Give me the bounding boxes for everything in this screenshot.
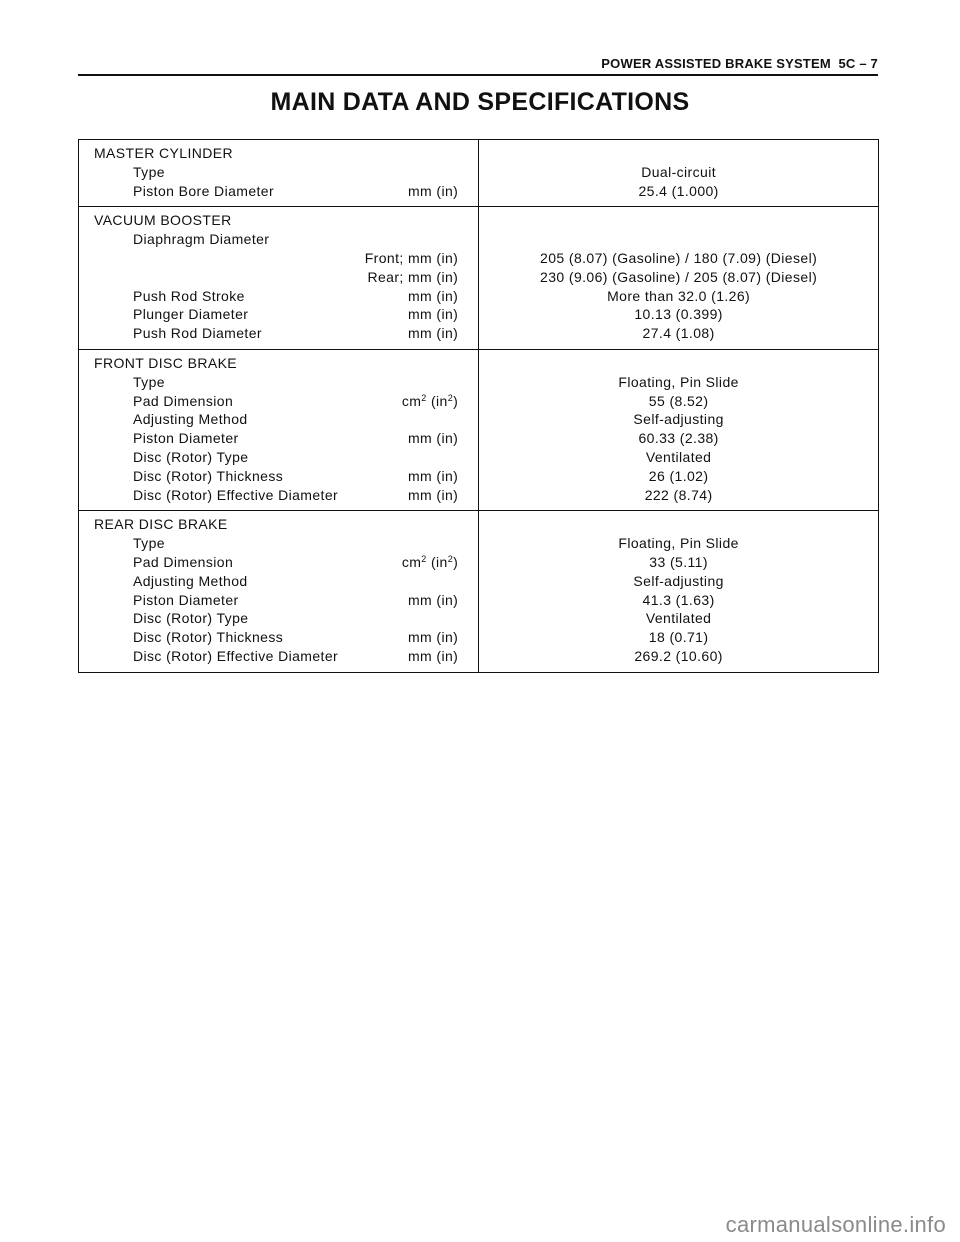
page-title: MAIN DATA AND SPECIFICATIONS (270, 88, 690, 116)
spec-label: Piston Bore Diameter (133, 182, 275, 199)
spec-label: Disc (Rotor) Thickness (133, 467, 284, 484)
spec-label: Type (133, 535, 165, 552)
spec-row (79, 182, 478, 201)
section-heading: REAR DISC BRAKE (94, 516, 228, 533)
spec-unit: mm (in) (407, 306, 459, 323)
spec-row (79, 647, 478, 666)
spec-unit: mm (in) (407, 467, 459, 484)
spec-label: Piston Diameter (133, 591, 239, 608)
spec-value: 222 (8.74) (644, 486, 713, 503)
spec-labels-cell (79, 140, 479, 207)
spec-label: Push Rod Stroke (133, 287, 245, 304)
spec-row (79, 591, 478, 610)
watermark (0, 1212, 960, 1238)
spec-row (79, 373, 478, 392)
spec-value (479, 230, 878, 249)
spec-row (79, 553, 478, 572)
spec-row (79, 163, 478, 182)
running-header (78, 56, 878, 71)
spec-label: Plunger Diameter (133, 306, 249, 323)
spec-row (79, 410, 478, 429)
value-spacer (479, 144, 878, 163)
section-heading: VACUUM BOOSTER (94, 212, 232, 229)
spec-label: Adjusting Method (133, 572, 248, 589)
spec-row (79, 268, 478, 287)
spec-row (79, 324, 478, 343)
spec-row (79, 467, 478, 486)
spec-labels-cell (79, 207, 479, 350)
spec-value: 41.3 (1.63) (642, 591, 715, 608)
spec-value: Ventilated (645, 610, 712, 627)
spec-value: 55 (8.52) (648, 392, 709, 409)
spec-unit: Rear; mm (in) (367, 268, 459, 285)
value-spacer (479, 515, 878, 534)
spec-label: Piston Diameter (133, 430, 239, 447)
spec-section-row (79, 511, 879, 672)
spec-value: 10.13 (0.399) (634, 306, 723, 323)
spec-row (79, 448, 478, 467)
spec-row (79, 486, 478, 505)
section-heading-line (79, 354, 478, 373)
spec-label: Pad Dimension (133, 392, 234, 409)
spec-table-body (79, 140, 879, 673)
spec-values-cell (479, 349, 879, 510)
spec-value: Ventilated (645, 448, 712, 465)
spec-unit: mm (in) (407, 182, 459, 199)
spec-unit: $cm^2$ $(in^2)$ (401, 392, 459, 409)
spec-section-row (79, 140, 879, 207)
spec-row (79, 609, 478, 628)
spec-value: More than 32.0 (1.26) (607, 287, 751, 304)
spec-value: 25.4 (1.000) (638, 182, 719, 199)
spec-value: 269.2 (10.60) (634, 647, 723, 664)
spec-unit: Front; mm (in) (364, 249, 459, 266)
value-spacer (479, 354, 878, 373)
spec-row (79, 287, 478, 306)
spec-values-cell (479, 511, 879, 672)
section-heading: FRONT DISC BRAKE (94, 354, 238, 371)
spec-label: Disc (Rotor) Type (133, 448, 249, 465)
spec-value: Dual-circuit (641, 163, 717, 180)
spec-unit: mm (in) (407, 629, 459, 646)
spec-unit: $cm^2$ $(in^2)$ (401, 553, 459, 570)
spec-label: Adjusting Method (133, 411, 248, 428)
section-heading-line (79, 144, 478, 163)
spec-row (79, 429, 478, 448)
spec-value: 230 (9.06) (Gasoline) / 205 (8.07) (Diesel) (540, 268, 818, 285)
spec-label: Type (133, 163, 165, 180)
spec-values-cell (479, 140, 879, 207)
spec-labels-cell (79, 349, 479, 510)
spec-value: Self-adjusting (633, 411, 724, 428)
spec-value: Floating, Pin Slide (618, 373, 739, 390)
spec-row (79, 392, 478, 411)
spec-label: Disc (Rotor) Type (133, 610, 249, 627)
spec-unit: mm (in) (407, 325, 459, 342)
spec-row (79, 230, 478, 249)
spec-value: 205 (8.07) (Gasoline) / 180 (7.09) (Diesel) (540, 249, 818, 266)
spec-unit: mm (in) (407, 591, 459, 608)
spec-unit: mm (in) (407, 486, 459, 503)
spec-row (79, 249, 478, 268)
spec-label: Pad Dimension (133, 553, 234, 570)
spec-value: 18 (0.71) (648, 629, 709, 646)
spec-label: Disc (Rotor) Effective Diameter (133, 647, 339, 664)
spec-value: 26 (1.02) (648, 467, 709, 484)
spec-row (79, 572, 478, 591)
watermark-text: carmanualsonline.info (725, 1212, 946, 1237)
page-number: 5C – 7 (838, 56, 878, 71)
spec-label: Type (133, 373, 165, 390)
spec-value: 60.33 (2.38) (638, 430, 719, 447)
spec-unit: mm (in) (407, 287, 459, 304)
spec-value: Floating, Pin Slide (618, 535, 739, 552)
spec-label: Disc (Rotor) Thickness (133, 629, 284, 646)
spec-label: Diaphragm Diameter (133, 231, 270, 248)
spec-labels-cell (79, 511, 479, 672)
value-spacer (479, 211, 878, 230)
spec-label: Disc (Rotor) Effective Diameter (133, 486, 339, 503)
spec-value: 33 (5.11) (649, 553, 708, 570)
spec-row (79, 628, 478, 647)
spec-unit: mm (in) (407, 430, 459, 447)
header-rule (78, 74, 878, 76)
section-heading: MASTER CYLINDER (94, 145, 234, 161)
spec-section-row (79, 349, 879, 510)
spec-row (79, 305, 478, 324)
section-heading-line (79, 515, 478, 534)
spec-row (79, 534, 478, 553)
spec-value: 27.4 (1.08) (642, 325, 715, 342)
spec-label: Push Rod Diameter (133, 325, 262, 342)
spec-unit: mm (in) (407, 647, 459, 664)
spec-table (78, 139, 879, 673)
section-heading-line (79, 211, 478, 230)
spec-value: Self-adjusting (633, 572, 724, 589)
running-title: POWER ASSISTED BRAKE SYSTEM (601, 56, 831, 71)
spec-values-cell (479, 207, 879, 350)
spec-section-row (79, 207, 879, 350)
